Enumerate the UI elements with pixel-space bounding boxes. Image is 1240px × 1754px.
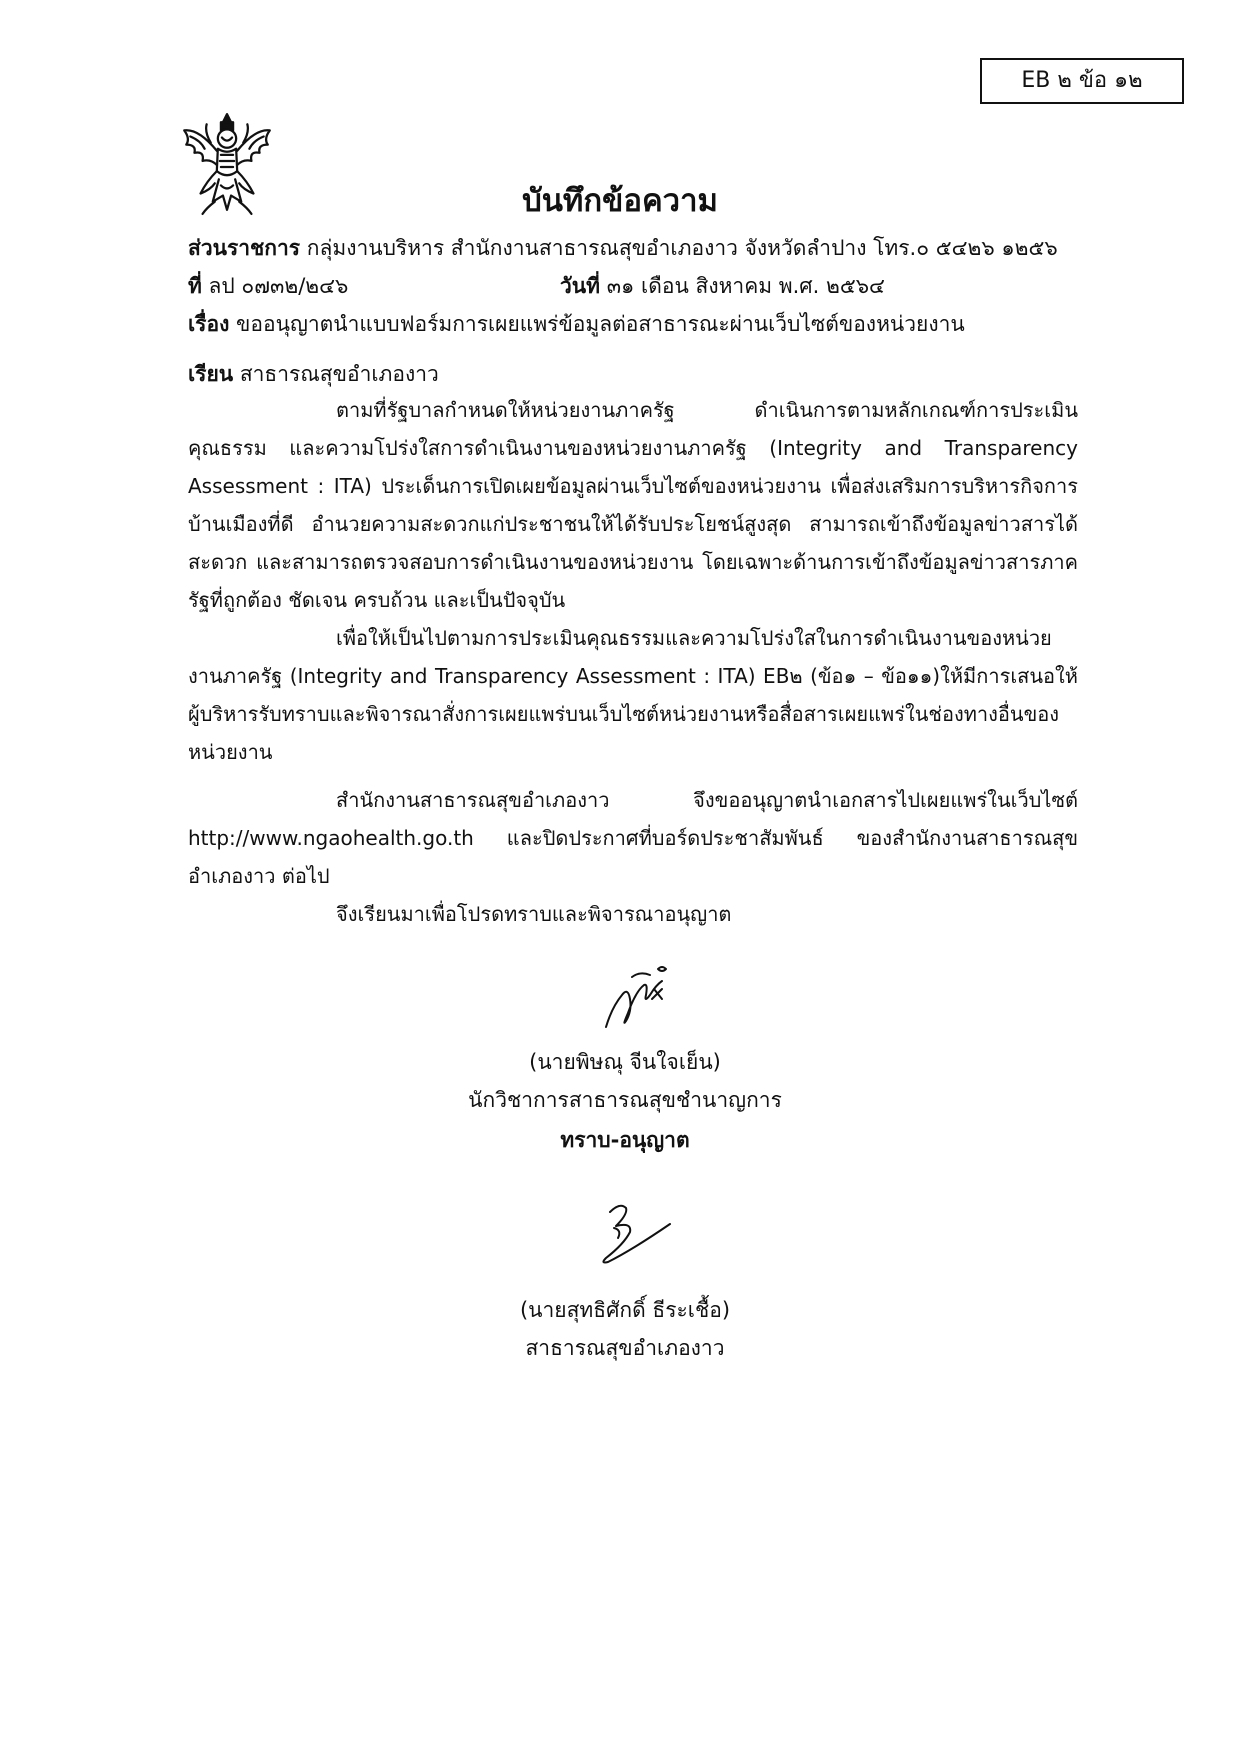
body-paragraph-4-text: จึงเรียนมาเพื่อโปรดทราบและพิจารณาอนุญาต: [336, 902, 732, 926]
signer-1-name: (นายพิษณุ จีนใจเย็น): [529, 1050, 721, 1074]
subject-label: เรื่อง: [188, 312, 230, 336]
signer-2-name: (นายสุทธิศักดิ์ ธีระเชื้อ): [519, 1298, 731, 1322]
document-number-value: ลป ๐๗๓๒/๒๔๖: [208, 274, 349, 298]
signature-2-icon: [586, 1198, 676, 1272]
body-paragraph-3-text: สำนักงานสาธารณสุขอำเภองาว จึงขออนุญาตนำเอกสารไปเผยแพร่ในเว็บไซต์ http://www.ngaohealth.go.th และปิดประกาศที่บอร์ดประชาสัมพันธ์ ของสำนักงานสาธารณสุขอำเภองาว ต่อไป: [188, 788, 1078, 888]
agency-label: ส่วนราชการ: [188, 236, 301, 260]
recipient-value: สาธารณสุขอำเภองาว: [239, 362, 439, 386]
body-paragraph-1: [188, 391, 1078, 619]
recipient-line: [188, 358, 439, 390]
subject-value: ขออนุญาตนำแบบฟอร์มการเผยแพร่ข้อมูลต่อสาธารณะผ่านเว็บไซต์ของหน่วยงาน: [236, 312, 965, 336]
body-paragraph-4: [188, 895, 1078, 933]
signature-1-icon: [592, 955, 682, 1035]
body-paragraph-3: [188, 781, 1078, 895]
subject-line: [188, 308, 965, 340]
signer-1-position: นักวิชาการสาธารณสุขชำนาญการ: [468, 1088, 782, 1112]
date-line: [560, 270, 885, 302]
reference-box: EB ๒ ข้อ ๑๒: [980, 58, 1184, 104]
agency-line: [188, 232, 1058, 264]
garuda-emblem-icon: [176, 108, 278, 220]
approval-text: ทราบ-อนุญาต: [560, 1128, 690, 1152]
document-number-label: ที่: [188, 274, 202, 298]
body-paragraph-1-text: ตามที่รัฐบาลกำหนดให้หน่วยงานภาครัฐ ดำเนินการตามหลักเกณฑ์การประเมินคุณธรรม และความโปร่งใสการดำเนินงานของหน่วยงานภาครัฐ (Integrity and Transparency Assessment : ITA) ประเด็นการเปิดเผยข้อมูลผ่านเว็บไซต์ของหน่วยงาน เพื่อส่งเสริมการบริหารกิจการบ้านเมืองที่ดี อำนวยความสะดวกแก่ประชาชนให้ได้รับประโยชน์สูงสุด สามารถเข้าถึงข้อมูลข่าวสารได้สะดวก และสามารถตรวจสอบการดำเนินงานของหน่วยงาน โดยเฉพาะด้านการเข้าถึงข้อมูลข่าวสารภาครัฐที่ถูกต้อง ชัดเจน ครบถ้วน และเป็นปัจจุบัน: [188, 398, 1078, 612]
document-number-line: [188, 270, 348, 302]
date-value: ๓๑ เดือน สิงหาคม พ.ศ. ๒๕๖๔: [606, 274, 885, 298]
body-paragraph-2-text: เพื่อให้เป็นไปตามการประเมินคุณธรรมและความโปร่งใสในการดำเนินงานของหน่วยงานภาครัฐ (Integrity and Transparency Assessment : ITA) EB๒ (ข้อ๑ – ข้อ๑๑)ให้มีการเสนอให้ผู้บริหารรับทราบและพิจารณาสั่งการเผยแพร่บนเว็บไซต์หน่วยงานหรือสื่อสารเผยแพร่ในช่องทางอื่นของหน่วยงาน: [188, 626, 1078, 764]
body-paragraph-2: [188, 619, 1078, 771]
recipient-label: เรียน: [188, 362, 234, 386]
page-title: บันทึกข้อความ: [522, 183, 718, 219]
signer-2-position: สาธารณสุขอำเภองาว: [525, 1336, 725, 1360]
date-label: วันที่: [560, 274, 600, 298]
agency-value: กลุ่มงานบริหาร สำนักงานสาธารณสุขอำเภองาว จังหวัดลำปาง โทร.๐ ๕๔๒๖ ๑๒๕๖: [306, 236, 1058, 260]
